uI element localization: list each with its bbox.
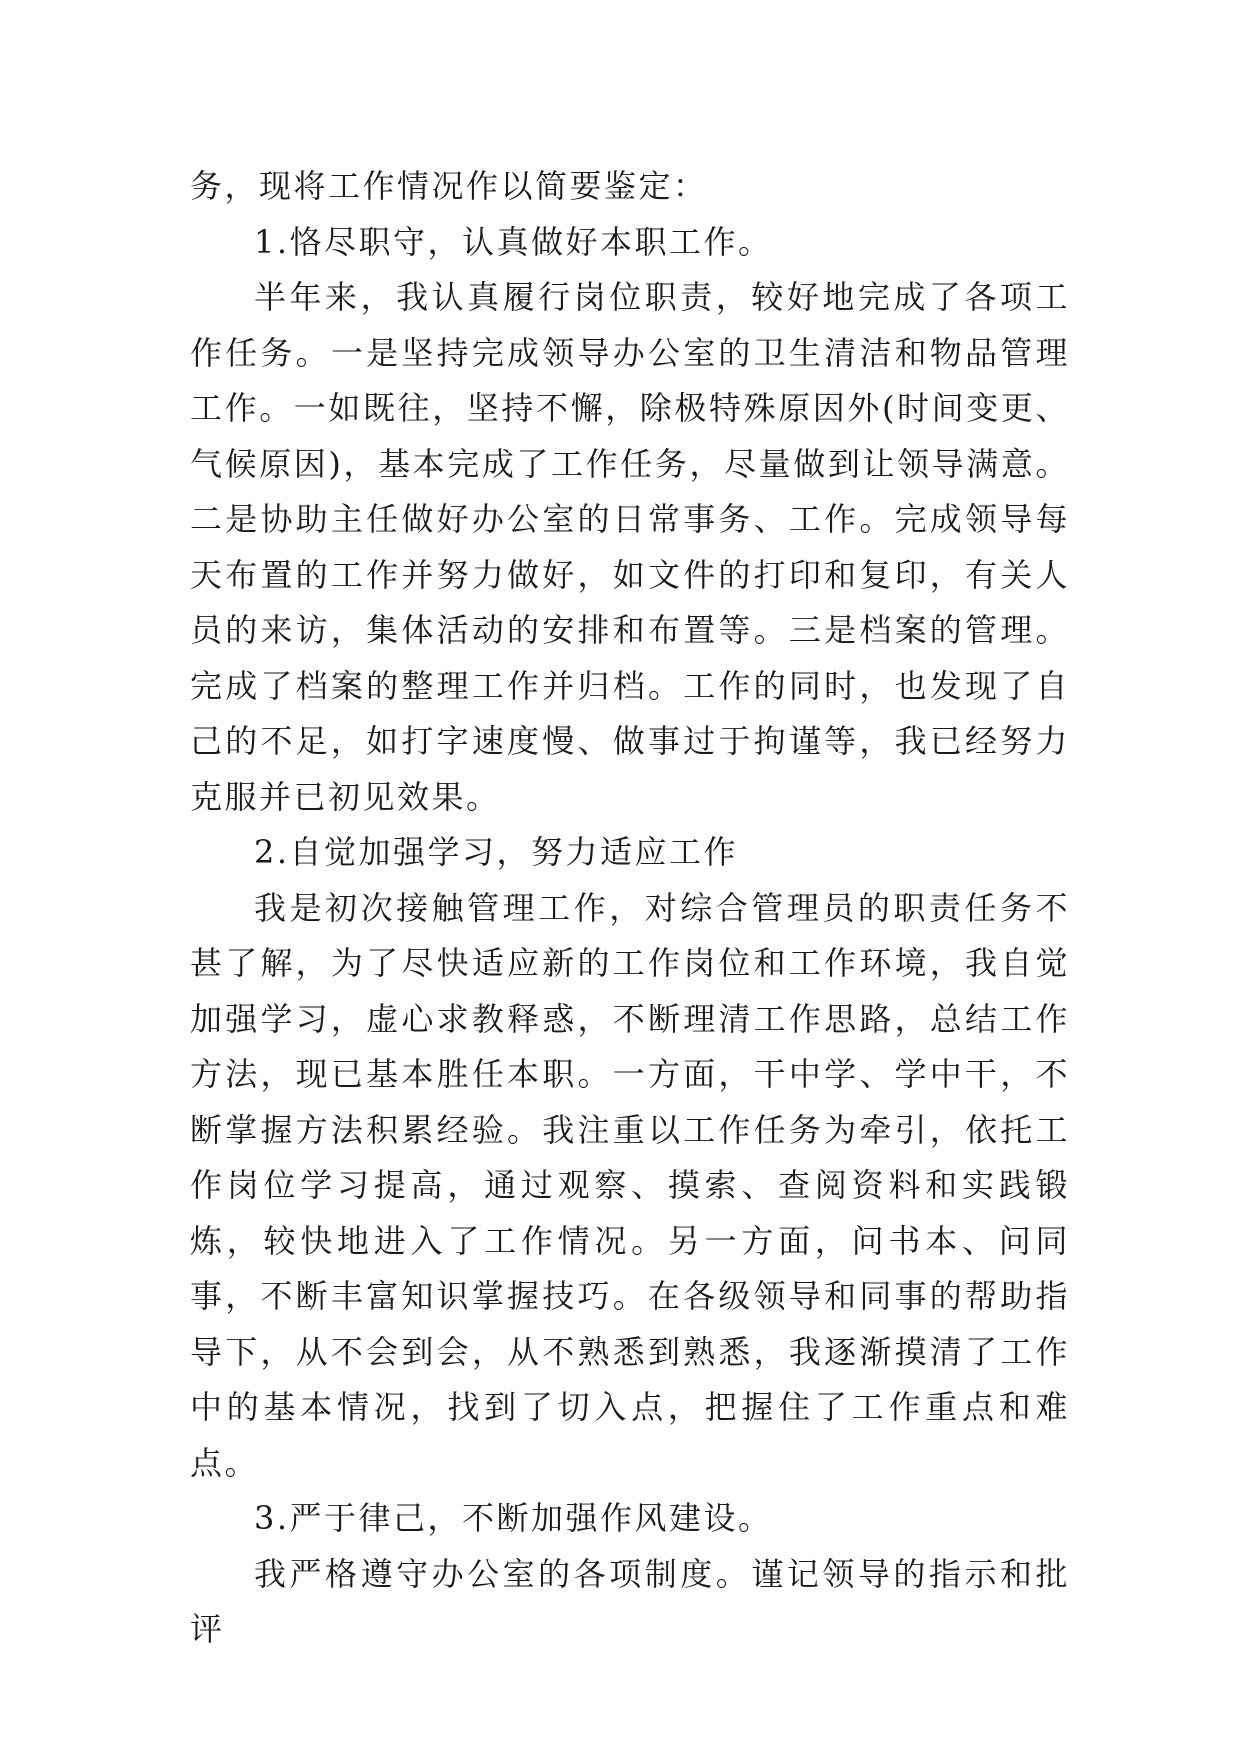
document-body: [190, 159, 1070, 1658]
section-heading-1: 1.恪尽职守，认真做好本职工作。: [254, 222, 773, 261]
section-heading-2: 2.自觉加强学习，努力适应工作: [254, 833, 739, 871]
section-heading-3: 3.严于律己，不断加强作风建设。: [254, 1499, 773, 1537]
paragraph-section-3: 我严格遵守办公室的各项制度。谨记领导的指示和批评: [190, 1554, 1070, 1648]
paragraph-section-2: 我是初次接触管理工作，对综合管理员的职责任务不甚了解，为了尽快适应新的工作岗位和工作环境，我自觉加强学习，虚心求教释惑，不断理清工作思路，总结工作方法，现已基本胜任本职。一方面，干中学、学中干，不断掌握方法积累经验。我注重以工作任务为牵引，依托工作岗位学习提高，通过观察、摸索、查阅资料和实践锻炼，较快地进入了工作情况。另一方面，问书本、问同事，不断丰富知识掌握技巧。在各级领导和同事的帮助指导下，从不会到会，从不熟悉到熟悉，我逐渐摸清了工作中的基本情况，找到了切入点，把握住了工作重点和难点。: [190, 888, 1070, 1482]
paragraph-section-1: 半年来，我认真履行岗位职责，较好地完成了各项工作任务。一是坚持完成领导办公室的卫生清洁和物品管理工作。一如既往，坚持不懈，除极特殊原因外(时间变更、气候原因)，基本完成了工作任务，尽量做到让领导满意。二是协助主任做好办公室的日常事务、工作。完成领导每天布置的工作并努力做好，如文件的打印和复印，有关人员的来访，集体活动的安排和布置等。三是档案的管理。完成了档案的整理工作并归档。工作的同时，也发现了自己的不足，如打字速度慢、做事过于拘谨等，我已经努力克服并已初见效果。: [190, 278, 1070, 816]
paragraph-continuation: 务，现将工作情况作以简要鉴定：: [190, 167, 708, 205]
